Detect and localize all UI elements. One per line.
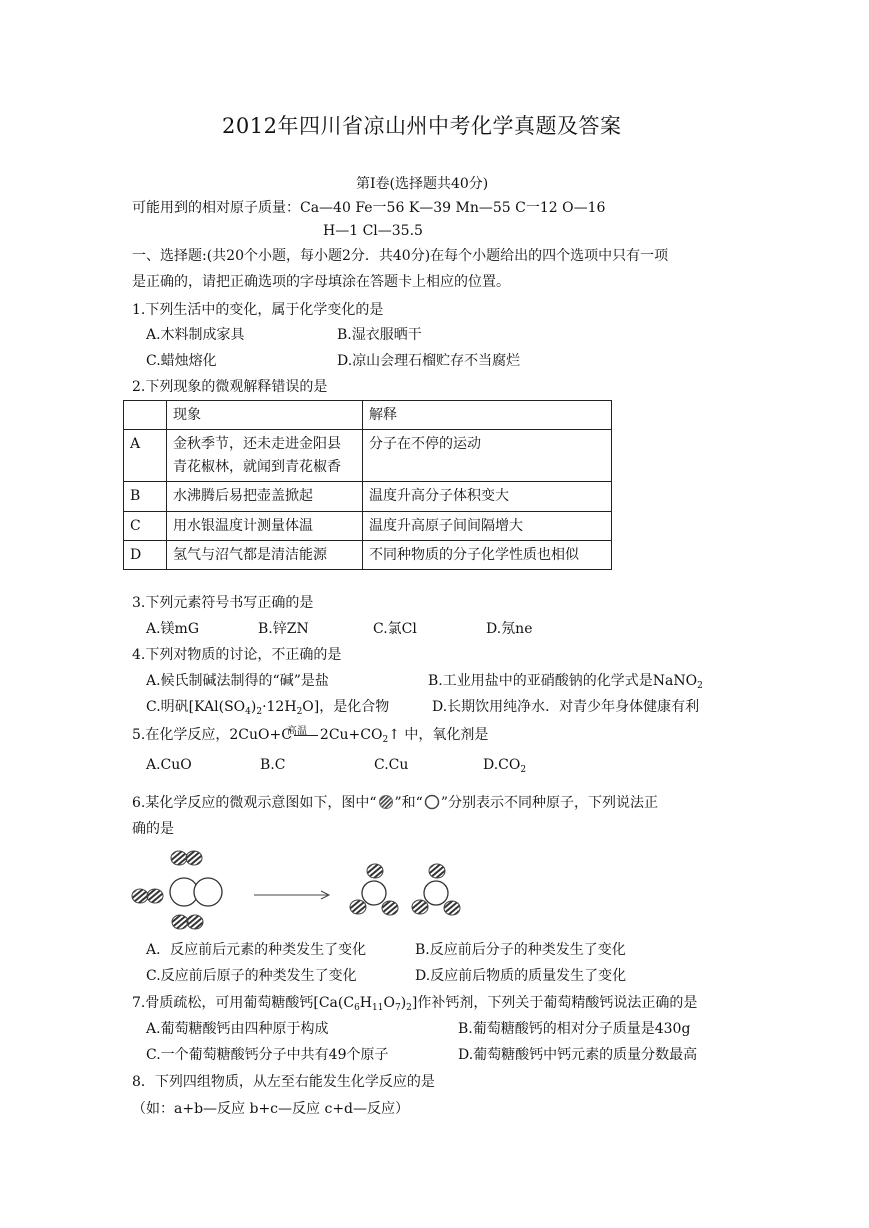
striped-molecule	[171, 851, 202, 865]
table-header-row	[124, 401, 612, 430]
explanation-cell: 不同种物质的分子化学性质也相似	[363, 540, 612, 569]
atomic-mass-line2: H—1 Cl—35.5	[323, 223, 423, 239]
table-row	[124, 511, 612, 540]
subscript: 2	[406, 1003, 412, 1013]
white-atom-icon	[423, 794, 441, 810]
q5-option-d	[483, 757, 526, 774]
text: ”分别表示不同种原子，下列说法正	[440, 795, 659, 811]
text: 5.在化学反应，2CuO+C	[132, 727, 292, 743]
q5-option-a: A.CuO	[146, 757, 192, 773]
row-label: B	[124, 482, 167, 511]
striped-atom	[350, 900, 366, 914]
q4-option-b	[428, 673, 703, 690]
q7-option-d: D.葡萄糖酸钙中钙元素的质量分数最高	[458, 1047, 698, 1063]
subscript: 7	[394, 1003, 401, 1013]
table-header-cell	[124, 401, 167, 430]
subscript: 6	[354, 1003, 360, 1013]
phenomenon-line: 金秋季节，还未走进金阳县	[173, 436, 341, 453]
q6-option-b: B.反应前后分子的种类发生了变化	[415, 942, 626, 958]
q7-option-a: A.葡萄糖酸钙由四种原于构成	[146, 1021, 329, 1037]
subscript: 2	[296, 707, 303, 717]
q3-option-c: C.氯Cl	[373, 621, 417, 637]
instructions-line1: 一、选择题:(共20个小题，每小题2分．共40分)在每个小题给出的四个选项中只有一项	[132, 248, 669, 264]
subscript: 2	[697, 681, 703, 691]
text: D.CO	[483, 757, 521, 773]
q1-stem: 1.下列生活中的变化，属于化学变化的是	[132, 302, 384, 318]
striped-atom	[132, 889, 148, 903]
text: O]，是化合物	[302, 699, 390, 715]
table-header-cell: 解释	[363, 401, 612, 430]
q6-option-a: A．反应前后元素的种类发生了变化	[146, 942, 367, 958]
striped-molecule	[132, 889, 163, 903]
text: H	[359, 995, 373, 1011]
q8-stem: 8．下列四组物质，从左至右能发生化学反应的是	[132, 1074, 435, 1090]
phenomenon-cell: 用水银温度计测量体温	[167, 511, 363, 540]
q1-option-a: A.木料制成家具	[146, 327, 245, 343]
text: C.明矾[KAl(SO	[146, 699, 246, 715]
q4-option-d: D.长期饮用纯净水．对青少年身体健康有利	[432, 699, 700, 715]
q5-option-c: C.Cu	[374, 757, 409, 773]
q3-option-b: B.锌ZN	[258, 621, 309, 637]
q6-option-d: D.反应前后物质的质量发生了变化	[415, 968, 627, 984]
subscript: 4	[245, 707, 251, 717]
white-atom	[362, 881, 386, 905]
table-row	[124, 430, 612, 482]
text: ]作补钙剂，下列关于葡萄精酸钙说法正确的是	[411, 995, 698, 1011]
q4-option-a: A.候氏制碱法制得的“碱”是盐	[146, 673, 329, 689]
q4-stem: 4.下列对物质的讨论，不正确的是	[132, 647, 342, 663]
striped-atom-icon	[377, 794, 395, 810]
q3-option-a: A.镁mG	[146, 621, 200, 637]
text: 6.某化学反应的微观示意图如下，图中“	[132, 795, 377, 811]
page-title: 2012年四川省凉山州中考化学真题及答案	[222, 114, 622, 138]
white-atom	[170, 878, 198, 906]
row-label: C	[124, 511, 167, 540]
striped-atom	[382, 901, 398, 915]
subscript: 11	[372, 1003, 384, 1013]
q1-option-c: C.蜡烛熔化	[146, 353, 217, 369]
striped-atom	[147, 889, 163, 903]
striped-molecule	[172, 915, 203, 929]
text: B.工业用盐中的亚硝酸钠的化学式是NaNO	[428, 673, 698, 689]
q4-option-c	[146, 699, 389, 716]
striped-atom	[412, 900, 428, 914]
table-row	[124, 482, 612, 511]
phenomenon-cell	[167, 430, 363, 482]
text: )	[250, 699, 257, 715]
subscript: 2	[520, 765, 527, 775]
q1-option-d: D.凉山会理石榴贮存不当腐烂	[337, 353, 521, 369]
striped-atom	[186, 851, 202, 865]
reaction-arrow	[254, 891, 329, 899]
text: O	[383, 995, 395, 1011]
text: ·12H	[262, 699, 297, 715]
section-title: 第Ⅰ卷(选择题共40分)	[356, 176, 489, 192]
striped-atom	[367, 864, 383, 878]
text: )	[400, 995, 407, 1011]
explanation-cell: 温度升高原子间间隔增大	[363, 511, 612, 540]
explanation-cell: 温度升高分子体积变大	[363, 482, 612, 511]
phenomenon-cell: 氢气与沼气都是清洁能源	[167, 540, 363, 569]
striped-atom	[172, 915, 188, 929]
q1-option-b: B.湿衣服晒干	[337, 327, 422, 343]
phenomenon-cell: 水沸腾后易把壶盖掀起	[167, 482, 363, 511]
q2-table	[123, 400, 612, 570]
q7-option-b: B.葡萄糖酸钙的相对分子质量是430g	[458, 1021, 691, 1037]
q2-stem: 2.下列现象的微观解释错误的是	[132, 379, 328, 395]
striped-atom	[444, 901, 460, 915]
atomic-mass-line1: 可能用到的相对原子质量：Ca—40 Fe一56 K—39 Mn—55 C一12 O—16	[132, 200, 606, 216]
text: 7.骨质疏松，可用葡萄糖酸钙[Ca(C	[132, 995, 355, 1011]
reaction-condition: 高温	[287, 726, 307, 737]
q8-example: （如：a+b—反应 b+c—反应 c+d—反应）	[132, 1101, 410, 1117]
row-label: A	[124, 430, 167, 482]
q6-stem-line2: 确的是	[132, 821, 174, 837]
q7-option-c: C.一个葡萄糖酸钙分子中共有49个原子	[146, 1047, 389, 1063]
text: 2Cu+CO	[319, 727, 383, 743]
table-row	[124, 540, 612, 569]
q5-stem	[132, 727, 488, 744]
instructions-line2: 是正确的，请把正确选项的字母填涂在答题卡上相应的位置。	[132, 274, 510, 290]
striped-atom	[171, 851, 187, 865]
q3-stem: 3.下列元素符号书写正确的是	[132, 595, 314, 611]
q5-option-b: B.C	[260, 757, 286, 773]
q3-option-d: D.氖ne	[486, 621, 533, 637]
table-header-cell: 现象	[167, 401, 363, 430]
subscript: 2	[256, 707, 263, 717]
q6-stem-line1	[132, 794, 658, 812]
product-molecule	[412, 864, 460, 915]
striped-atom	[187, 915, 203, 929]
explanation-cell: 分子在不停的运动	[363, 430, 612, 482]
row-label: D	[124, 540, 167, 569]
white-atom	[194, 878, 222, 906]
q6-option-c: C.反应前后原子的种类发生了变化	[146, 968, 357, 984]
white-atom	[424, 881, 448, 905]
text: ”和“	[394, 795, 423, 811]
q7-stem	[132, 995, 697, 1012]
text: ↑ 中，氧化剂是	[388, 727, 489, 743]
subscript: 2	[382, 735, 389, 745]
product-molecule	[350, 864, 398, 915]
striped-atom	[429, 864, 445, 878]
phenomenon-line: 青花椒林，就闻到青花椒香	[173, 458, 341, 475]
